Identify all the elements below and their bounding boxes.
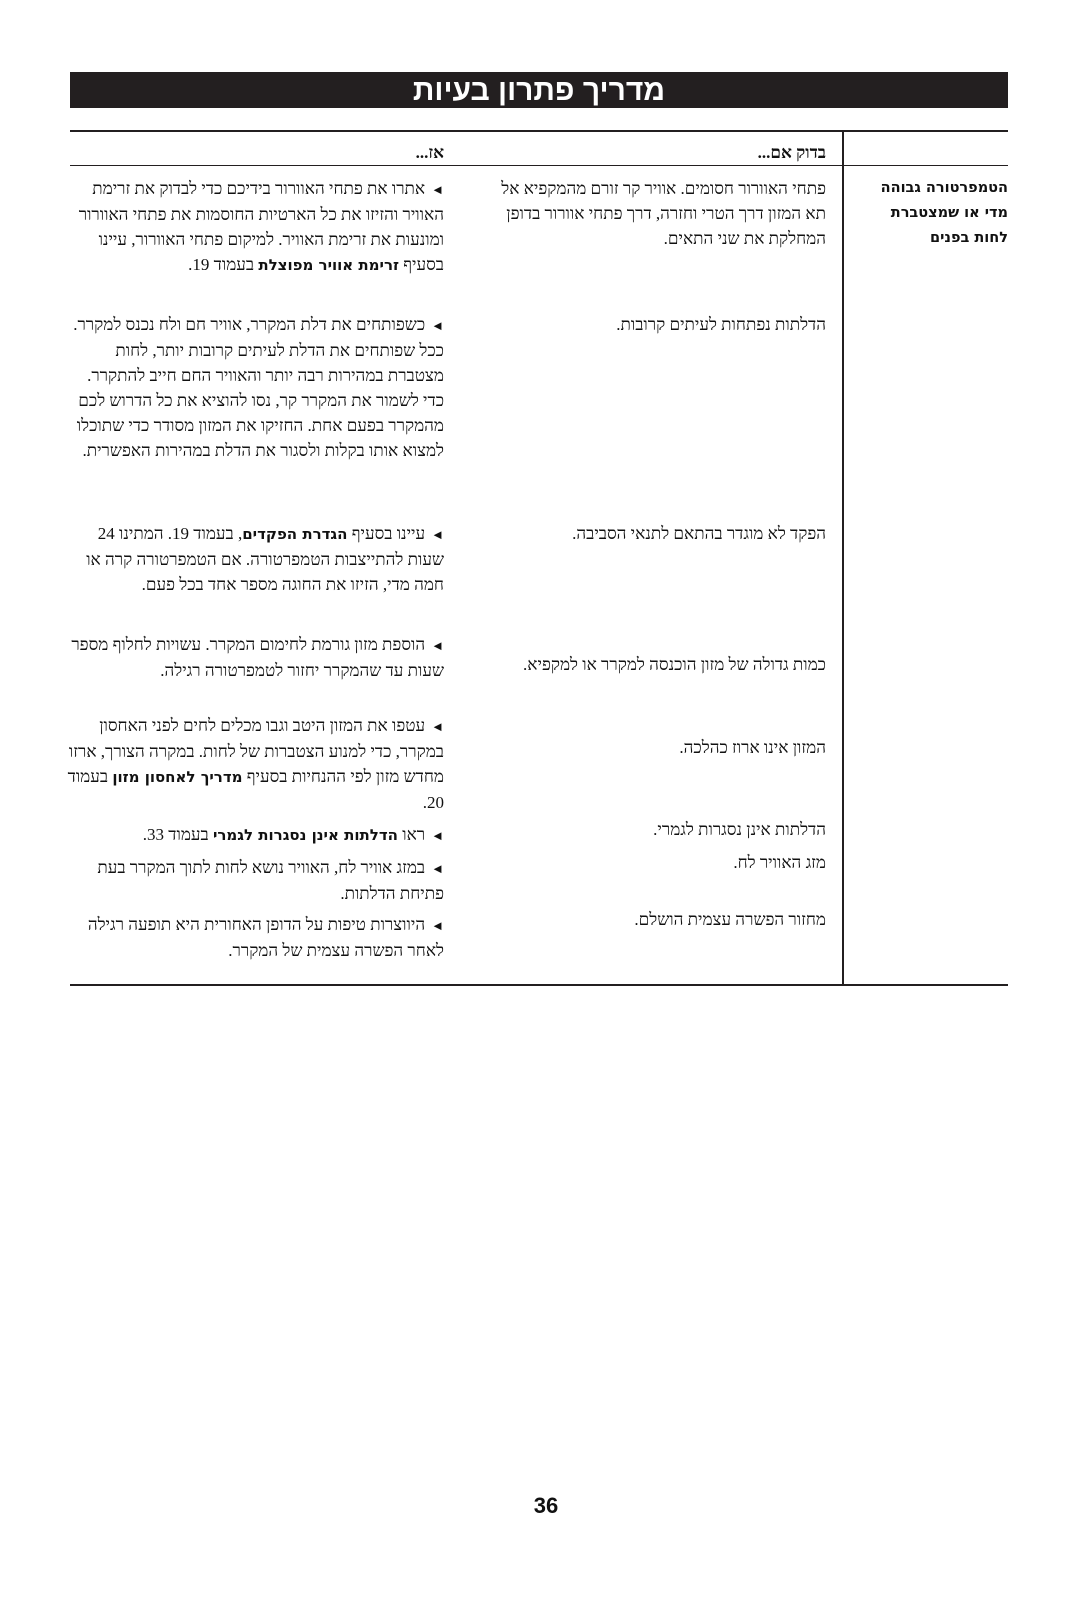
row-3-solution-text: עיינו בסעיף [347, 524, 426, 543]
row-1-solution-text: אתרו את פתחי האוורור בידיכם כדי לבדוק את זרימת האוויר והזיזו את כל הארטיות החוסמות את פתחי האוורור ומונעות את זרימת האוויר. למיקום פתחי האוורור, עיינו בסעיף [78, 179, 444, 274]
row-1-cause: פתחי האוורור חסומים. אוויר קר זורם מהמקפיא אל תא המזון דרך הטרי וחזרה, דרך פתחי אוורור בדופן המחלקת את שני התאים. [501, 179, 826, 248]
row-7-cause: מזג האוויר לח. [733, 853, 826, 872]
bullet-icon: ◄ [431, 828, 444, 843]
row-7-solution [66, 855, 444, 906]
row-5-solution [66, 713, 444, 815]
row-7-solution-text: במזג אוויר לח, האוויר נושא לחות לתוך המקרר בעת פתיחת הדלתות. [97, 858, 444, 903]
column-header-solution: אז... [415, 143, 444, 162]
row-5-cause: המזון אינו ארוז כהלכה. [679, 738, 826, 757]
row-6-solution-suffix: בעמוד 33. [142, 825, 213, 844]
row-5-solution-suffix: בעמוד 20. [67, 767, 444, 812]
row-8-cause: מחזור הפשרה עצמית הושלם. [634, 910, 826, 929]
row-6-solution-text: ראו [397, 825, 426, 844]
bullet-icon: ◄ [431, 719, 444, 734]
row-3-cause: הפקד לא מוגדר בהתאם לתנאי הסביבה. [572, 524, 826, 543]
bullet-icon: ◄ [431, 182, 444, 197]
row-4-solution [66, 632, 444, 683]
row-4-cause: כמות גדולה של מזון הוכנסה למקרר או למקפיא. [523, 655, 826, 674]
row-5-solution-text: עטפו את המזון היטב וגבו מכלים לחים לפני האחסון במקרר, כדי למנוע הצטברות של לחות. במקרה הצורך, ארזו מחדש מזון לפי ההנחיות בסעיף [68, 716, 444, 786]
problem-category: הטמפרטורה גבוהה מדי או שמצטברת לחות בפנים [880, 180, 1008, 246]
column-header-cause: בדוק אם... [757, 143, 826, 162]
table-bottom-rule [70, 984, 1008, 986]
row-1-solution-reference: זרימת אוויר מפוצלת [258, 256, 399, 274]
row-8-solution-text: היווצרות טיפות על הדופן האחורית היא תופעה רגילה לאחר הפשרה עצמית של המקרר. [87, 915, 444, 960]
bullet-icon: ◄ [431, 318, 444, 333]
row-5-solution-reference: מדריך לאחסון מזון [112, 768, 243, 786]
bullet-icon: ◄ [431, 638, 444, 653]
row-1-solution-suffix: בעמוד 19. [188, 255, 259, 274]
row-6-solution-reference: הדלתות אינן נסגרות לגמרי [212, 826, 398, 844]
table-header-rule [70, 165, 1008, 166]
row-2-solution [66, 312, 444, 463]
page-number: 36 [533, 1493, 559, 1518]
bullet-icon: ◄ [431, 527, 444, 542]
row-3-solution-reference: הגדרת הפקדים [242, 525, 348, 543]
row-6-cause: הדלתות אינן נסגרות לגמרי. [653, 820, 826, 839]
table-column-divider [842, 131, 844, 984]
row-8-solution [66, 912, 444, 963]
row-2-solution-text: כשפותחים את דלת המקרר, אוויר חם ולח נכנס למקרר. ככל שפותחים את הדלת לעיתים קרובות יותר, לחות מצטברת במהירות רבה יותר והאוויר החם חייב להתקרר. כדי לשמור את המקרר קר, נסו להוציא את כל הדרוש לכם מהמקרר בפעם אחת. החזיקו את המזון מסודר כדי שתוכלו למצוא אותו בקלות ולסגור את הדלת במהירות האפשרית. [73, 315, 444, 460]
bullet-icon: ◄ [431, 918, 444, 933]
page-title: מדריך פתרון בעיות [70, 72, 1008, 108]
row-1-solution [66, 176, 444, 278]
table-top-rule [70, 130, 1008, 132]
bullet-icon: ◄ [431, 861, 444, 876]
row-6-solution [66, 822, 444, 848]
row-3-solution-suffix: , בעמוד 19. המתינו 24 שעות להתייצבות הטמפרטורה. אם הטמפרטורה קרה או חמה מדי, הזיזו את החוגה מספר אחד בכל פעם. [86, 524, 444, 594]
row-2-cause: הדלתות נפתחות לעיתים קרובות. [616, 315, 826, 334]
row-4-solution-text: הוספת מזון גורמת לחימום המקרר. עשויות לחלוף מספר שעות עד שהמקרר יחזור לטמפרטורה רגילה. [71, 635, 444, 680]
row-3-solution [66, 521, 444, 597]
